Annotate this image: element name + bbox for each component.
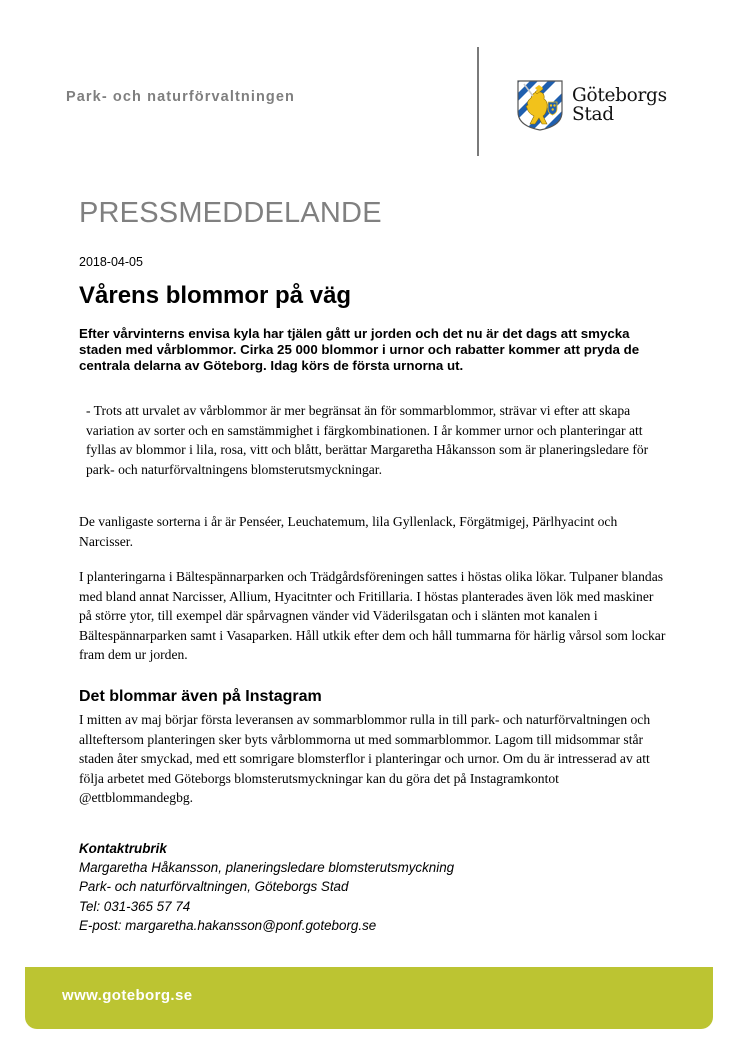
lead-paragraph: Efter vårvinterns envisa kyla har tjälen gått ur jorden och det nu är det dags att smycka staden med vårblommor. Cirka 25 000 blommor i urnor och rabatter kommer att pryda de centrala delarna av Göteborg. Idag körs de första urnorna ut. (79, 326, 640, 373)
page-title: Vårens blommor på väg (79, 282, 352, 309)
logo-line-2: Stad (572, 104, 614, 125)
body-paragraph: I mitten av maj börjar första leveransen av sommarblommor rulla in till park- och naturförvaltningen och allteftersom planteringen sker byts vårblommorna ut med sommarblommor. Lagom till midsommar står staden åter smyckad, med ett somrigare blomsterflor i planteringar och urnor. Om du är intresserad av att följa arbetet med Göteborgs blomsterutsmyckningar kan du göra det på Instagramkontot @ettblommandegbg. (79, 712, 651, 806)
goteborg-coat-of-arms-icon (515, 78, 565, 132)
body-paragraph: I planteringarna i Bältespännarparken och Trädgårdsföreningen sattes i höstas olika lökar. Tulpaner blandas med bland annat Narcisser, Allium, Hyacitnter och Fritillaria. I höstas planterades även lök med maskiner på större ytor, till exempel där spårvagnen vänder vid Väderilsgatan och i slänten mot kanalen i Bältespännarparken samt i Vasaparken. Håll utkik efter dem och håll tummarna för härlig vårsol som lockar fram dem ur jorden. (79, 569, 666, 663)
footer-website-link[interactable]: www.goteborg.se (62, 987, 193, 1004)
goteborgs-stad-logo (515, 78, 685, 134)
document-date: 2018-04-05 (79, 255, 143, 269)
contact-name-role: Margaretha Håkansson, planeringsledare blomsterutsmyckning (79, 860, 455, 876)
body-paragraph: De vanligaste sorterna i år är Penséer, Leuchatemum, lila Gyllenlack, Förgätmigej, Pärlhyacint och Narcisser. (79, 514, 618, 549)
document-type-title: PRESSMEDDELANDE (79, 197, 382, 229)
contact-email: E-post: margaretha.hakansson@ponf.goteborg.se (79, 917, 377, 933)
section-heading: Det blommar även på Instagram (79, 688, 322, 705)
quote-paragraph: - Trots att urvalet av vårblommor är mer begränsat än för sommarblommor, strävar vi efter att skapa variation av sorter och en samstämmighet i färgkombinationen. I år kommer urnor och planteringar att fyllas av blommor i lila, rosa, vitt och blått, berättar Margaretha Håkansson som är planeringsledare för park- och naturförvaltningens blomsterutsmyckningar. (86, 403, 649, 477)
contact-title: Kontaktrubrik (79, 841, 167, 856)
footer-band (25, 967, 713, 1029)
logo-wordmark (572, 86, 667, 124)
contact-organization: Park- och naturförvaltningen, Göteborgs Stad (79, 879, 349, 895)
logo-line-1: Göteborgs (572, 85, 667, 106)
header-divider (477, 47, 479, 156)
contact-block (79, 839, 454, 935)
contact-phone: Tel: 031-365 57 74 (79, 898, 191, 914)
department-name: Park- och naturförvaltningen (66, 89, 295, 105)
